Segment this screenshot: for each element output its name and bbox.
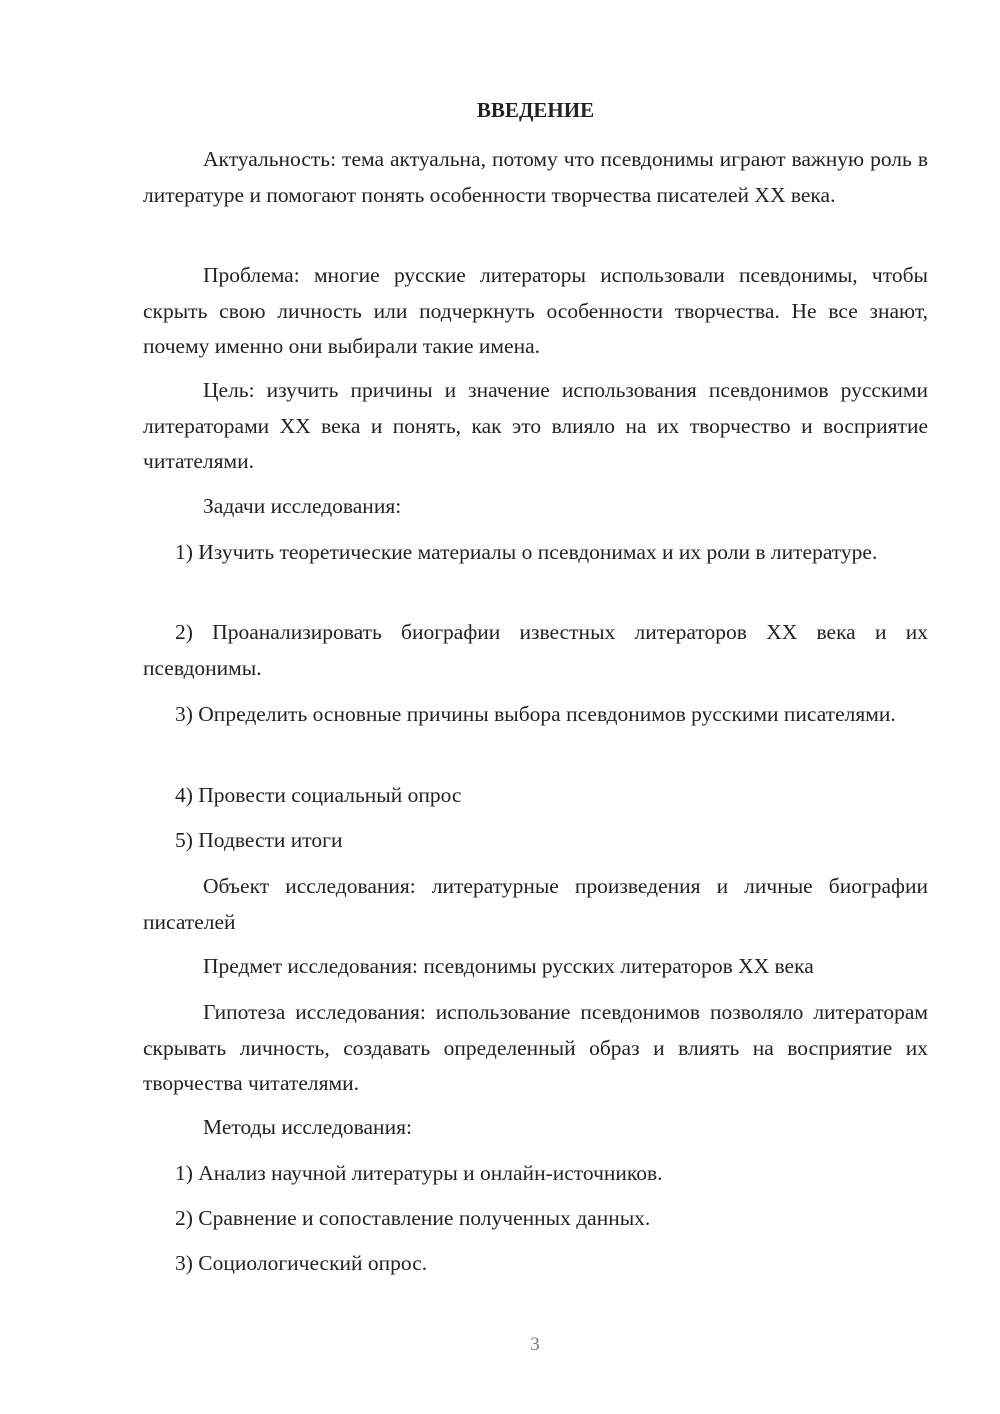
- goal-paragraph: Цель: изучить причины и значение использования псевдонимов русскими литераторами XX века и понять, как это влияло на их творчество и восприятие читателями.: [143, 378, 928, 473]
- page-number: 3: [530, 1334, 540, 1355]
- task-item-1: 1) Изучить теоретические материалы о псевдонимах и их роли в литературе.: [175, 540, 878, 564]
- task-item-4: 4) Провести социальный опрос: [175, 783, 462, 807]
- method-item-3: 3) Социологический опрос.: [175, 1251, 428, 1275]
- method-item-1: 1) Анализ научной литературы и онлайн-источников.: [175, 1161, 663, 1185]
- method-item-2: 2) Сравнение и сопоставление полученных данных.: [175, 1206, 651, 1230]
- task-item-5: 5) Подвести итоги: [175, 828, 343, 852]
- task-item-3: 3) Определить основные причины выбора псевдонимов русскими писателями.: [175, 702, 896, 726]
- tasks-heading: Задачи исследования:: [203, 494, 402, 518]
- subject-paragraph: Предмет исследования: псевдонимы русских литераторов XX века: [203, 954, 814, 978]
- section-title: ВВЕДЕНИЕ: [476, 98, 595, 122]
- hypothesis-paragraph: Гипотеза исследования: использование псевдонимов позволяло литераторам скрывать личность, создавать определенный образ и влиять на восприятие их творчества читателями.: [143, 1000, 928, 1095]
- task-item-2: 2) Проанализировать биографии известных литераторов XX века и их псевдонимы.: [143, 620, 928, 680]
- object-paragraph: Объект исследования: литературные произведения и личные биографии писателей: [143, 874, 928, 934]
- methods-heading: Методы исследования:: [203, 1115, 412, 1139]
- problem-paragraph: Проблема: многие русские литераторы использовали псевдонимы, чтобы скрыть свою личность или подчеркнуть особенности творчества. Не все знают, почему именно они выбирали такие имена.: [143, 263, 928, 358]
- relevance-paragraph: Актуальность: тема актуальна, потому что псевдонимы играют важную роль в литературе и помогают понять особенности творчества писателей XX века.: [143, 147, 928, 207]
